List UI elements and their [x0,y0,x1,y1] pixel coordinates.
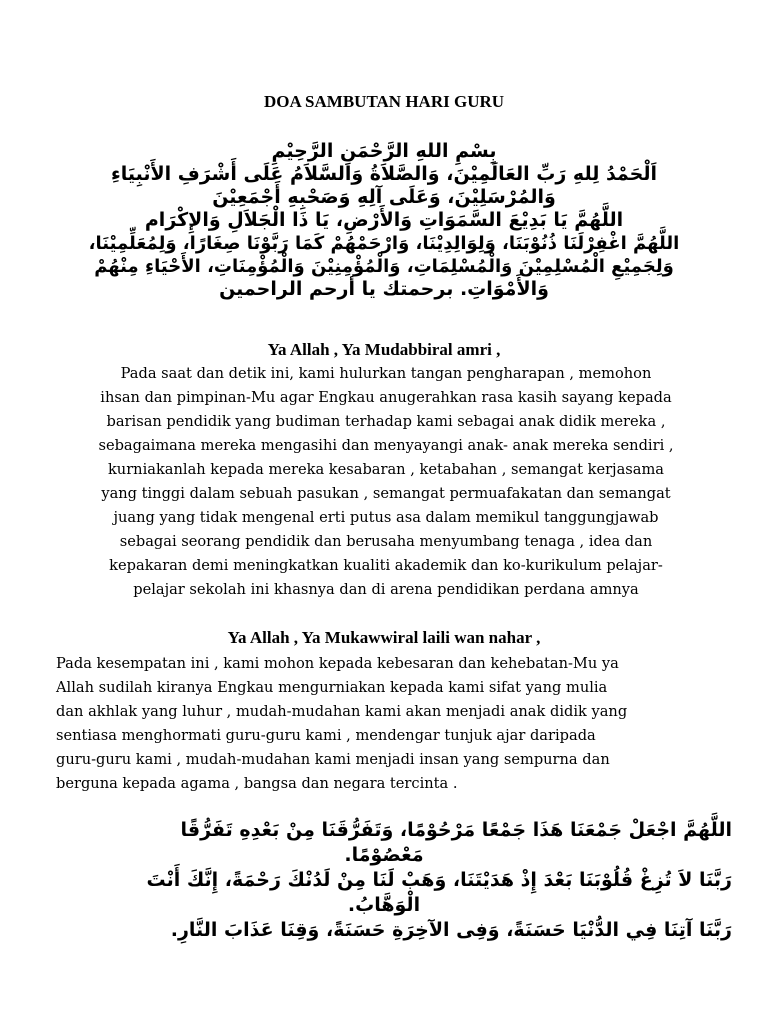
paragraph-line: kepakaran demi meningkatkan kualiti akademik dan ko-kurikulum pelajar- [109,557,663,574]
opening-arabic-prayer [40,140,728,301]
arabic-line: اللَّهُمَّ اجْعَلْ جَمْعَنَا هَذَا جَمْعًا مَرْحُوْمًا، وَتَفَرُّقَنَا مِنْ بَعْدِهِ تَفَرُّقًا [180,819,732,841]
arabic-line: اَلْحَمْدُ لِلهِ رَبِّ العَالَمِيْنَ، وَالصَّلاَةُ وَالسَّلاَمُ عَلَى أَشْرَفِ الأَنْبِيَاءِ [110,163,658,185]
paragraph-line: yang tinggi dalam sebuah pasukan , semangat permuafakatan dan semangat [101,485,671,502]
arabic-line: وَالأَمْوَاتِ. برحمتك يا أرحم الراحمين [219,278,549,300]
paragraph-line: guru-guru kami , mudah-mudahan kami menjadi insan yang sempurna dan [56,751,610,768]
arabic-line: اللَّهُمَّ يَا بَدِيْعَ السَّمَوَاتِ وَالأَرْضِ، يَا ذَا الْجَلاَلِ وَالإِكْرَام [144,209,624,231]
arabic-line: الْوَهَّابُ. [347,894,421,916]
section-heading-mukawwiral: Ya Allah , Ya Mukawwiral laili wan nahar , [227,628,541,647]
paragraph-line: berguna kepada agama , bangsa dan negara tercinta . [56,775,458,792]
paragraph-line: sebagai seorang pendidik dan berusaha menyumbang tenaga , idea dan [119,533,653,550]
paragraph-line: ihsan dan pimpinan-Mu agar Engkau anugerahkan rasa kasih sayang kepada [100,389,672,406]
section-paragraph-1 [56,362,716,602]
paragraph-line: Pada saat dan detik ini, kami hulurkan tangan pengharapan , memohon [120,365,652,382]
paragraph-line: sebagaimana mereka mengasihi dan menyayangi anak- anak mereka sendiri , [98,437,674,454]
arabic-line: اللَّهُمَّ اغْفِرْلَنَا ذُنُوْبَنَا، وَلِوَالِدِيْنَا، وَارْحَمْهُمْ كَمَا رَبَّوْنَا صِغَارًا، وَلِمُعَلِّمِيْنَا، [88,233,680,254]
paragraph-line: barisan pendidik yang budiman terhadap kami sebagai anak didik mereka , [106,413,666,430]
arabic-line: وَلِجَمِيْعِ الْمُسْلِمِيْنَ وَالْمُسْلِمَاتِ، وَالْمُؤْمِنِيْنَ وَالْمُؤْمِنَاتِ، الأَحْيَاءِ مِنْهُمْ [94,256,674,277]
paragraph-line: kurniakanlah kepada mereka kesabaran , ketabahan , semangat kerjasama [107,461,665,478]
paragraph-line: Allah sudilah kiranya Engkau mengurniakan kepada kami sifat yang mulia [56,679,608,696]
paragraph-line: Pada kesempatan ini , kami mohon kepada kebesaran dan kehebatan-Mu ya [56,655,619,672]
paragraph-line: juang yang tidak mengenal erti putus asa dalam memikul tanggungjawab [113,509,659,526]
document-title: DOA SAMBUTAN HARI GURU [263,92,505,111]
paragraph-line: pelajar sekolah ini khasnya dan di arena pendidikan perdana amnya [133,581,639,598]
arabic-line: بِسْمِ اللهِ الرَّحْمَنِ الرَّحِيْمِ [271,140,497,162]
arabic-line: رَبَّنَا آتِنَا فِي الدُّنْيَا حَسَنَةً، وَفِى الآخِرَةِ حَسَنَةً، وَقِنَا عَذَابَ النَّارِ. [170,919,732,941]
arabic-line: مَعْصُوْمًا. [344,844,424,866]
section-heading-mudabbiral: Ya Allah , Ya Mudabbiral amri , [267,340,501,359]
section-paragraph-2 [56,652,716,796]
paragraph-line: sentiasa menghormati guru-guru kami , mendengar tunjuk ajar daripada [56,727,596,744]
paragraph-line: dan akhlak yang luhur , mudah-mudahan kami akan menjadi anak didik yang [56,703,628,720]
arabic-line: رَبَّنَا لاَ تُزِغْ قُلُوْبَنَا بَعْدَ إِذْ هَدَيْتَنَا، وَهَبْ لَنَا مِنْ لَدُنْكَ رَحْمَةً، إِنَّكَ أَنْتَ [146,869,732,891]
closing-arabic-prayer [36,818,732,943]
arabic-line: وَالمُرْسَلِيْنَ، وَعَلَى آلِهِ وَصَحْبِهِ أَجْمَعِيْنَ [212,186,556,208]
